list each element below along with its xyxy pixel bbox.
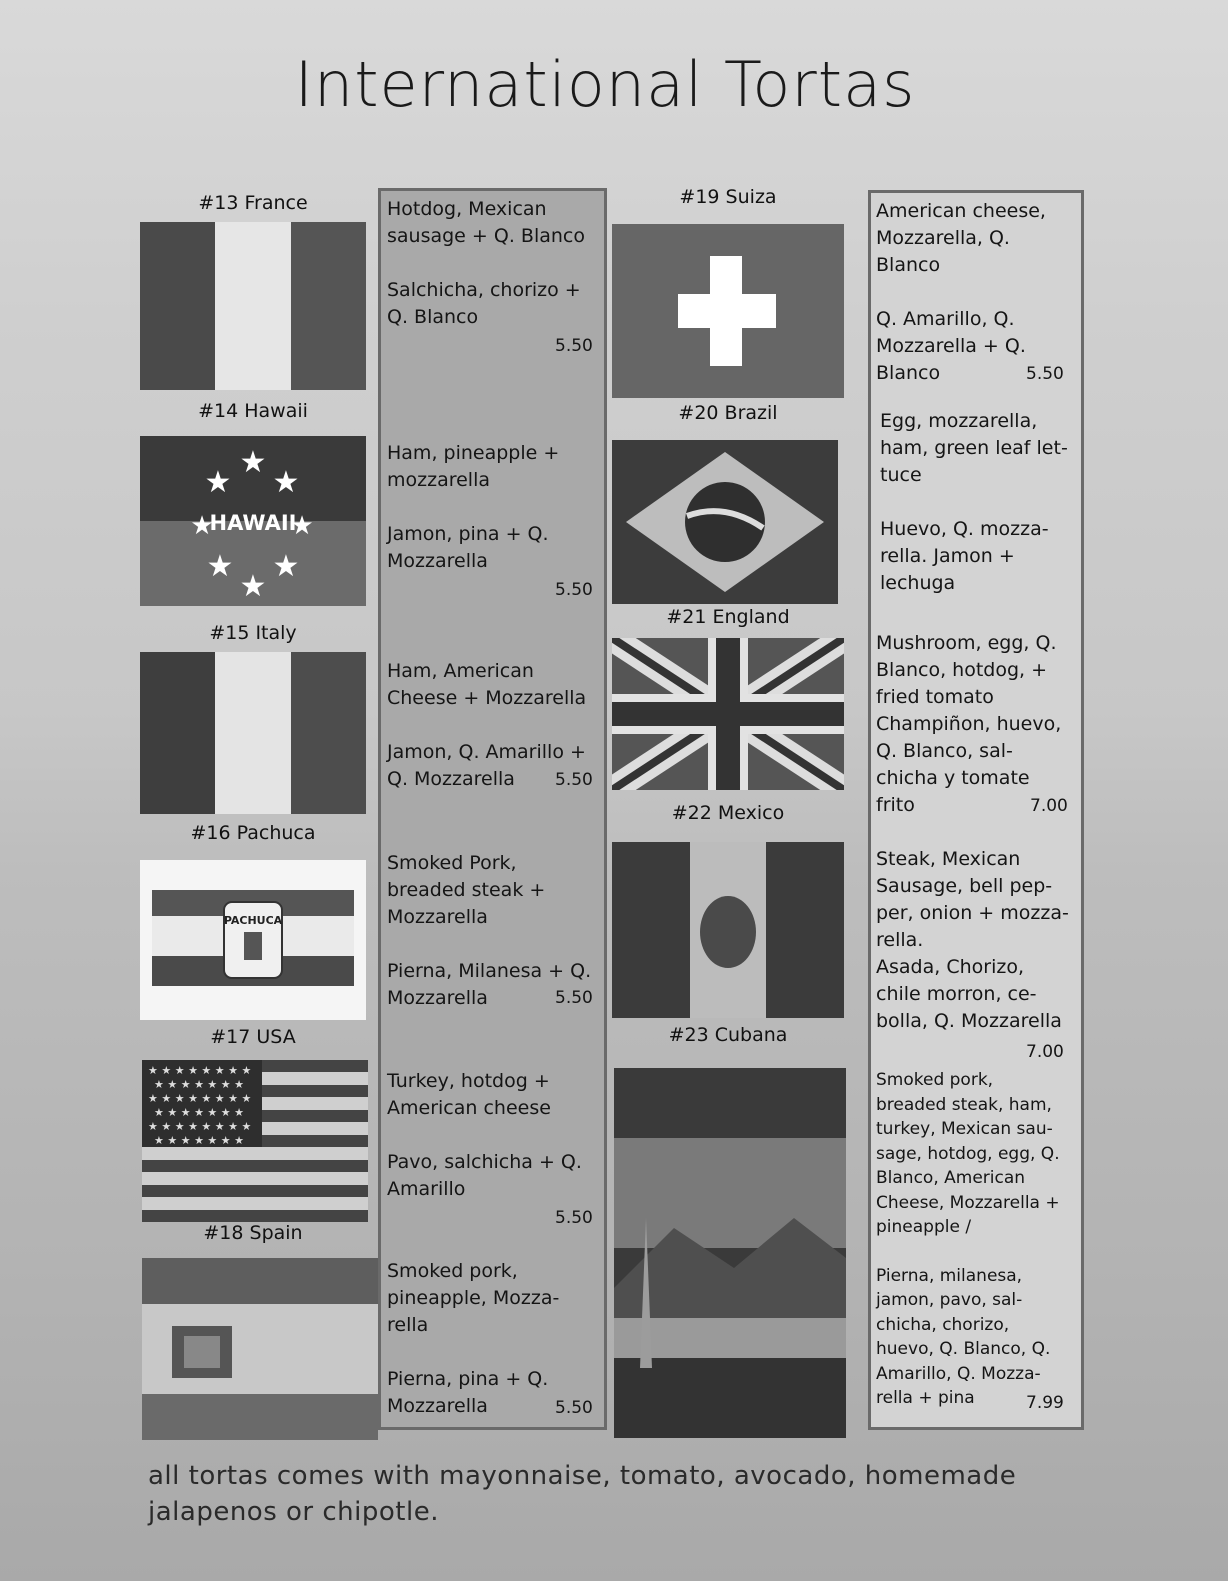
hawaii-price: 5.50: [555, 580, 593, 600]
item-label-mexico: #22 Mexico: [671, 802, 785, 824]
france-description: Hotdog, Mexican sausage + Q. Blanco Salchicha, chorizo + Q. Blanco: [387, 198, 585, 328]
hawaii-description: Ham, pineapple + mozzarella Jamon, pina + Q. Mozzarella: [387, 442, 560, 572]
france-price: 5.50: [555, 336, 593, 356]
svg-text:★: ★: [190, 511, 214, 541]
svg-text:★: ★: [206, 549, 234, 584]
england-description: Mushroom, egg, Q. Blanco, hotdog, + fried tomato Champiñon, huevo, Q. Blanco, sal- chicha y tomate frito: [876, 632, 1062, 816]
italy-price: 5.50: [555, 770, 593, 790]
pachuca-description: Smoked Pork, breaded steak + Mozzarella Pierna, Milanesa + Q. Mozzarella: [387, 852, 592, 1009]
spain-flag-image: [142, 1258, 378, 1440]
suiza-price: 5.50: [1026, 364, 1064, 384]
cubana-description: Smoked pork, breaded steak, ham, turkey, Mexican sau- sage, hotdog, egg, Q. Blanco, American Cheese, Mozzarella + pineapple / Pierna, milanesa, jamon, pavo, sal- chicha, chorizo, huevo, Q. Blanco, Q. Amarillo, Q. Mozza- rella + pina: [876, 1070, 1060, 1408]
item-label-england: #21 England: [666, 606, 790, 628]
mexico-price: 7.00: [1026, 1042, 1064, 1062]
pachuca-price: 5.50: [555, 988, 593, 1008]
svg-text:★: ★: [272, 549, 300, 584]
svg-text:★ ★ ★ ★ ★ ★ ★ ★: ★ ★ ★ ★ ★ ★ ★ ★: [148, 1120, 252, 1133]
svg-text:★: ★: [239, 445, 267, 480]
pachuca-flag-image: [140, 860, 366, 1020]
item-label-hawaii: #14 Hawaii: [198, 400, 308, 422]
item-label-suiza: #19 Suiza: [679, 186, 777, 208]
hawaii-flag-text: HAWAII: [209, 511, 297, 535]
spain-description: Smoked pork, pineapple, Mozza- rella Pierna, pina + Q. Mozzarella: [387, 1260, 560, 1417]
svg-text:★ ★ ★ ★ ★ ★ ★ ★: ★ ★ ★ ★ ★ ★ ★ ★: [148, 1064, 252, 1077]
item-label-spain: #18 Spain: [203, 1222, 303, 1244]
svg-text:★: ★: [272, 465, 300, 500]
england-price: 7.00: [1030, 796, 1068, 816]
item-label-italy: #15 Italy: [209, 622, 297, 644]
brazil-flag-image: [612, 440, 838, 604]
footer-note: all tortas comes with mayonnaise, tomato, avocado, homemade jalapenos or chipotle.: [148, 1461, 1017, 1527]
pachuca-flag-text: PACHUCA: [223, 914, 283, 927]
svg-text:★: ★: [239, 569, 267, 604]
svg-text:★: ★: [290, 511, 314, 541]
italy-description: Ham, American Cheese + Mozzarella Jamon, Q. Amarillo + Q. Mozzarella: [387, 660, 587, 790]
page-title: International Tortas: [294, 48, 916, 121]
usa-description: Turkey, hotdog + American cheese Pavo, salchicha + Q. Amarillo: [387, 1070, 582, 1200]
cubana-price: 7.99: [1026, 1393, 1064, 1413]
cubana-landscape-image: [614, 1068, 846, 1438]
item-label-cubana: #23 Cubana: [668, 1024, 788, 1046]
usa-flag-image: [142, 1060, 368, 1222]
spain-price: 5.50: [555, 1398, 593, 1418]
suiza-description: American cheese, Mozzarella, Q. Blanco Q. Amarillo, Q. Mozzarella + Q. Blanco: [876, 200, 1046, 384]
usa-price: 5.50: [555, 1208, 593, 1228]
italy-flag-image: [140, 652, 366, 814]
left-description-panel: [378, 188, 607, 1430]
item-label-brazil: #20 Brazil: [678, 402, 778, 424]
england-flag-image: [612, 638, 844, 790]
svg-text:★ ★ ★ ★ ★ ★ ★: ★ ★ ★ ★ ★ ★ ★: [154, 1134, 245, 1147]
item-label-france: #13 France: [198, 192, 308, 214]
svg-text:★: ★: [204, 465, 232, 500]
switzerland-flag-image: [612, 224, 844, 398]
mexico-description: Steak, Mexican Sausage, bell pep- per, onion + mozza- rella. Asada, Chorizo, chile morron, ce- bolla, Q. Mozzarella: [876, 848, 1069, 1032]
france-flag-image: [140, 222, 366, 390]
mexico-flag-image: [612, 842, 844, 1018]
item-label-usa: #17 USA: [210, 1026, 296, 1048]
svg-text:★ ★ ★ ★ ★ ★ ★: ★ ★ ★ ★ ★ ★ ★: [154, 1078, 245, 1091]
hawaii-flag-image: [140, 436, 366, 606]
item-label-pachuca: #16 Pachuca: [190, 822, 316, 844]
svg-text:★ ★ ★ ★ ★ ★ ★: ★ ★ ★ ★ ★ ★ ★: [154, 1106, 245, 1119]
brazil-description: Egg, mozzarella, ham, green leaf let- tuce Huevo, Q. mozza- rella. Jamon + lechuga: [880, 410, 1068, 594]
svg-text:★ ★ ★ ★ ★ ★ ★ ★: ★ ★ ★ ★ ★ ★ ★ ★: [148, 1092, 252, 1105]
